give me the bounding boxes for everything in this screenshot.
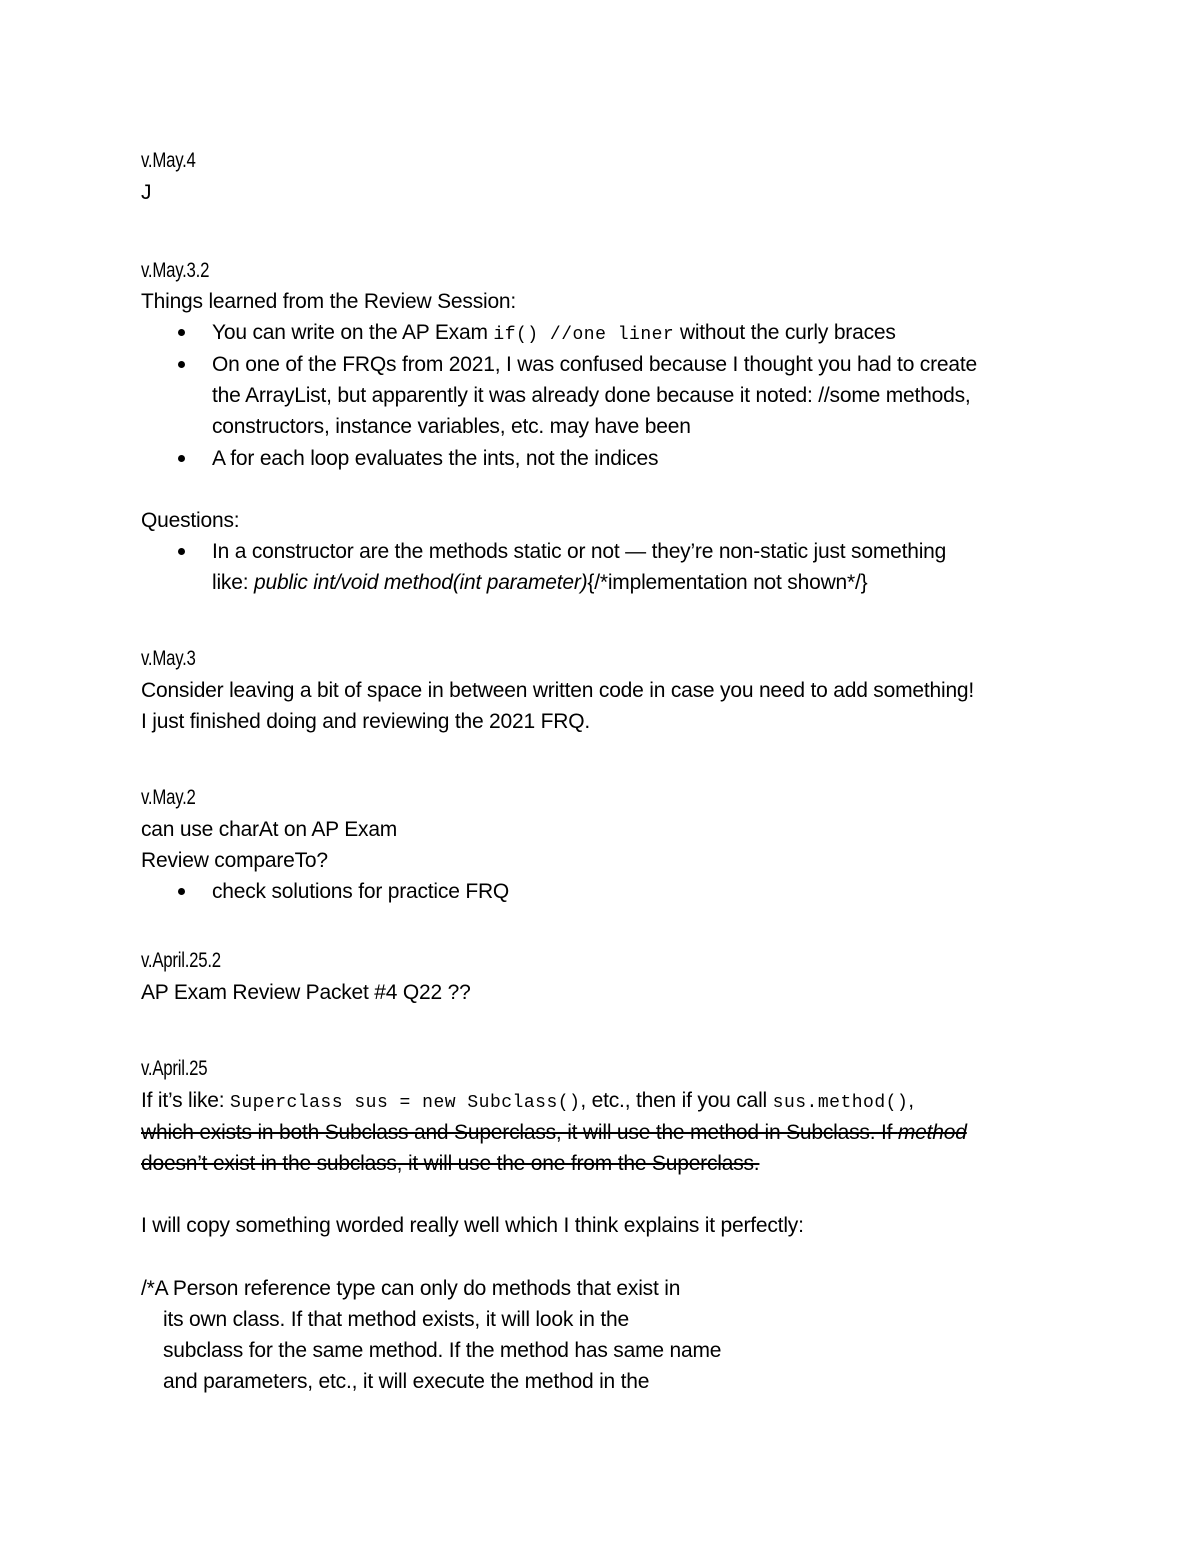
bullet-icon <box>178 329 185 336</box>
entry-text-may3-line2: I just finished doing and reviewing the 2021 FRQ. <box>141 710 590 733</box>
review-session-intro: Things learned from the Review Session: <box>141 290 517 313</box>
bullet-text: without the curly braces <box>674 321 896 344</box>
question-line1: In a constructor are the methods static or not — they’re non-static just something <box>212 540 947 563</box>
bullet-item-practice-frq: check solutions for practice FRQ <box>212 880 510 903</box>
question-line2 <box>212 567 867 598</box>
question-text: like: <box>212 571 254 594</box>
inline-code: sus.method() <box>772 1093 909 1113</box>
entry-text-april25-2: AP Exam Review Packet #4 Q22 ?? <box>141 981 471 1004</box>
bullet-item-curly-braces <box>212 317 896 351</box>
quote-line1: /*A Person reference type can only do methods that exist in <box>141 1277 681 1300</box>
entry-text-may3-line1: Consider leaving a bit of space in between written code in case you need to add something! <box>141 679 975 702</box>
entry-heading-april25-2: v.April.25.2 <box>141 949 221 972</box>
bullet-icon <box>178 361 185 368</box>
bullet-item-frq-line2: the ArrayList, but apparently it was already done because it noted: //some methods, <box>212 384 971 407</box>
quote-line2: its own class. If that method exists, it will look in the <box>163 1308 629 1331</box>
strikethrough-line1 <box>141 1117 967 1148</box>
inline-code: Superclass sus = new Subclass() <box>230 1093 581 1113</box>
entry-text-april25-line1 <box>141 1085 914 1119</box>
bullet-text: You can write on the AP Exam <box>212 321 494 344</box>
bullet-item-for-each: A for each loop evaluates the ints, not the indices <box>212 447 659 470</box>
bullet-item-frq-line1: On one of the FRQs from 2021, I was confused because I thought you had to create <box>212 353 977 376</box>
quote-line4: and parameters, etc., it will execute the method in the <box>163 1370 650 1393</box>
bullet-icon <box>178 548 185 555</box>
entry-text: If it’s like: <box>141 1089 231 1112</box>
bullet-item-frq-line3: constructors, instance variables, etc. may have been <box>212 415 691 438</box>
entry-heading-may2: v.May.2 <box>141 786 196 809</box>
entry-heading-may3-2: v.May.3.2 <box>141 259 210 282</box>
strikethrough-text: which exists in both Subclass and Superclass, it will use the method in Subclass. If <box>141 1121 898 1144</box>
quote-line3: subclass for the same method. If the method has same name <box>163 1339 722 1362</box>
copy-intro: I will copy something worded really well which I think explains it perfectly: <box>141 1214 804 1237</box>
entry-text-may2-line2: Review compareTo? <box>141 849 328 872</box>
bullet-icon <box>178 888 185 895</box>
entry-text: , <box>908 1089 914 1112</box>
bullet-icon <box>178 455 185 462</box>
questions-label: Questions: <box>141 509 240 532</box>
entry-heading-april25: v.April.25 <box>141 1057 208 1080</box>
inline-code: if() //one liner <box>493 325 675 345</box>
entry-text: , etc., then if you call <box>580 1089 773 1112</box>
strikethrough-italic: method <box>897 1121 967 1144</box>
entry-text-may4: J <box>141 181 152 204</box>
entry-heading-may3: v.May.3 <box>141 647 196 670</box>
strikethrough-line2: doesn’t exist in the subclass, it will use the one from the Superclass. <box>141 1152 760 1175</box>
entry-heading-may4: v.May.4 <box>141 149 196 172</box>
entry-text-may2-line1: can use charAt on AP Exam <box>141 818 398 841</box>
question-text: {/*implementation not shown*/} <box>587 571 868 594</box>
question-italic-code: public int/void method(int parameter) <box>253 571 588 594</box>
